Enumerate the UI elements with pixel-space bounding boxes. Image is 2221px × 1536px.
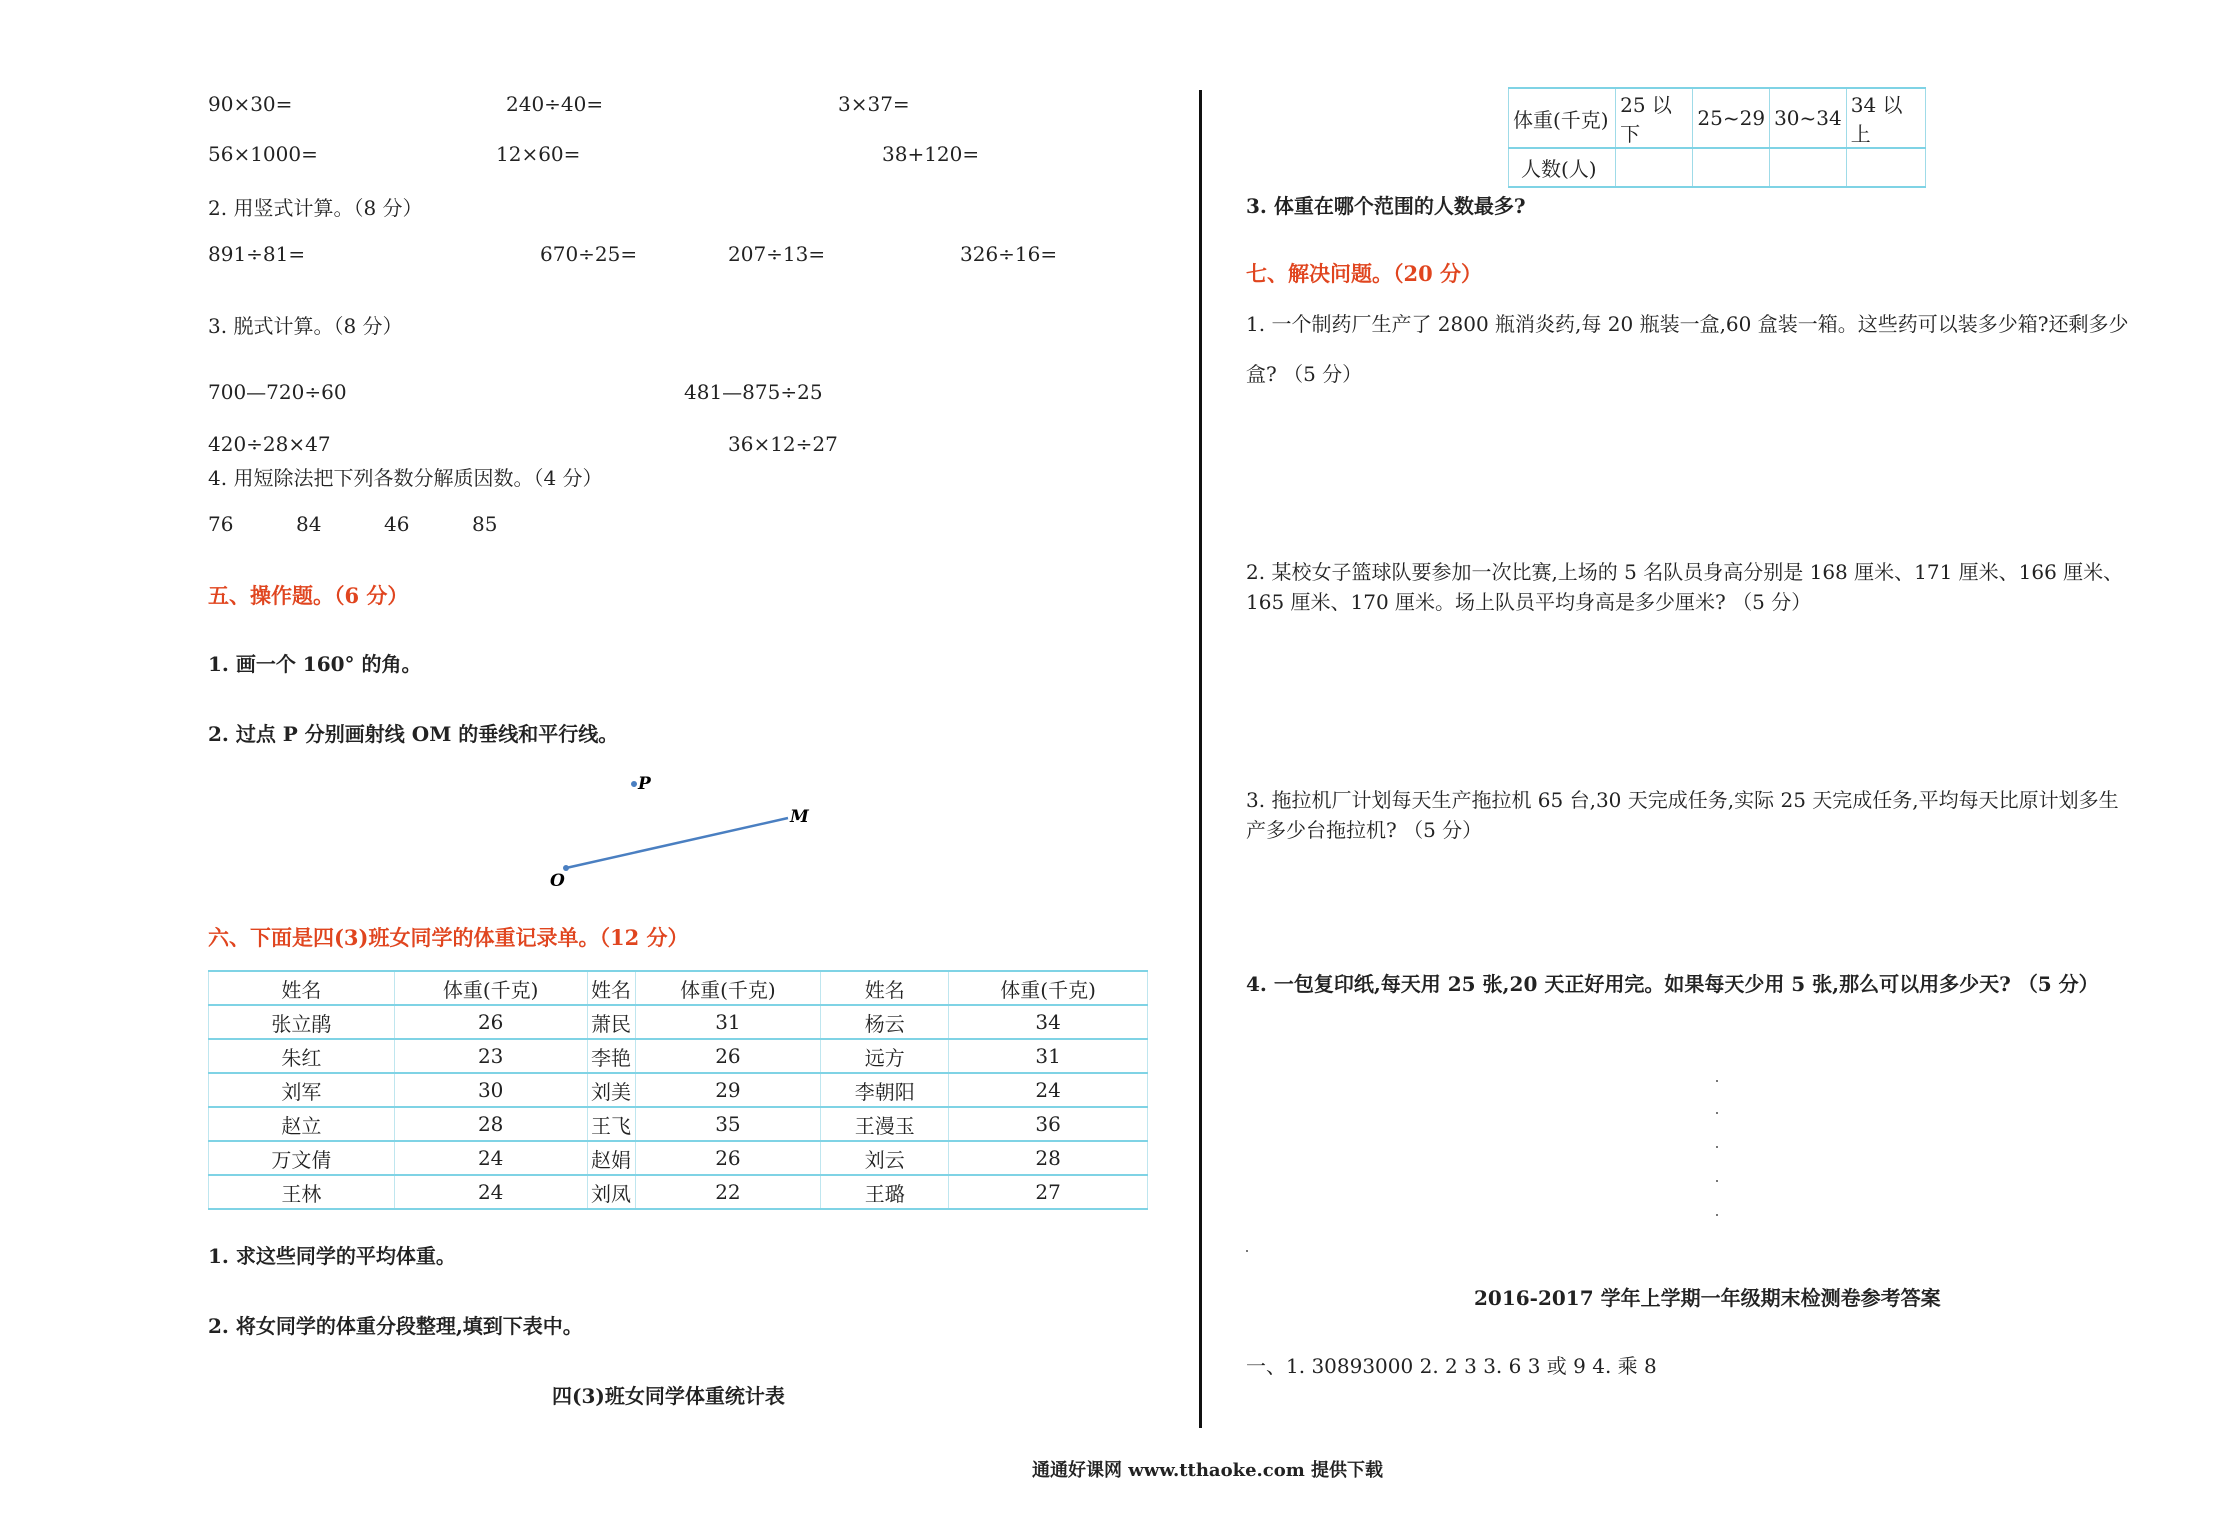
stats-row-count	[1509, 148, 1926, 187]
cell-name: 赵立	[209, 1107, 395, 1141]
s5-question-2: 2. 过点 P 分别画射线 OM 的垂线和平行线。	[208, 722, 619, 746]
answer-line-1: 一、1. 30893000 2. 2 3 3. 6 3 或 9 4. 乘 8	[1246, 1354, 1657, 1378]
stats-header-label: 体重(千克)	[1509, 88, 1616, 148]
ray-om-line	[566, 818, 788, 868]
cell-name: 王璐	[821, 1175, 949, 1209]
q3-item-3: 420÷28×47	[208, 432, 331, 456]
cell-name: 王漫玉	[821, 1107, 949, 1141]
s7-q2-line2: 165 厘米、170 厘米。场上队员平均身高是多少厘米? （5 分）	[1246, 590, 1812, 614]
oral-item-3: 3×37=	[838, 92, 910, 116]
cell-weight: 26	[635, 1141, 821, 1175]
cell-name: 万文倩	[209, 1141, 395, 1175]
q3-item-4: 36×12÷27	[728, 432, 838, 456]
point-p-dot	[631, 781, 637, 787]
cell-weight: 23	[394, 1039, 587, 1073]
cell-weight: 31	[635, 1005, 821, 1039]
header-weight: 体重(千克)	[635, 971, 821, 1005]
q2-item-2: 670÷25=	[540, 242, 638, 266]
cell-weight: 24	[949, 1073, 1148, 1107]
stats-count-cell[interactable]	[1616, 148, 1693, 187]
s7-question-4: 4. 一包复印纸,每天用 25 张,20 天正好用完。如果每天少用 5 张,那么可以用多少天? （5 分）	[1246, 972, 2099, 996]
column-divider	[1199, 90, 1202, 1428]
cell-weight: 22	[635, 1175, 821, 1209]
s7-q2-line1: 2. 某校女子篮球队要参加一次比赛,上场的 5 名队员身高分别是 168 厘米、171 厘米、166 厘米、	[1246, 560, 2124, 584]
cell-name: 远方	[821, 1039, 949, 1073]
q4-title: 4. 用短除法把下列各数分解质因数。（4 分）	[208, 466, 603, 490]
cell-name: 萧民	[587, 1005, 635, 1039]
q2-item-4: 326÷16=	[960, 242, 1058, 266]
footer-credit: 通通好课网 www.tthaoke.com 提供下载	[1032, 1460, 1384, 1481]
table-row	[209, 1175, 1148, 1209]
stats-range: 30~34	[1770, 88, 1847, 148]
cell-name: 朱红	[209, 1039, 395, 1073]
s7-q3-line2: 产多少台拖拉机? （5 分）	[1246, 818, 1483, 842]
cell-weight: 30	[394, 1073, 587, 1107]
s6-question-2: 2. 将女同学的体重分段整理,填到下表中。	[208, 1314, 583, 1338]
stats-count-cell[interactable]	[1770, 148, 1847, 187]
cell-name: 杨云	[821, 1005, 949, 1039]
cell-name: 李艳	[587, 1039, 635, 1073]
header-name: 姓名	[209, 971, 395, 1005]
cell-name: 刘凤	[587, 1175, 635, 1209]
cell-name: 刘军	[209, 1073, 395, 1107]
cell-weight: 36	[949, 1107, 1148, 1141]
cell-weight: 34	[949, 1005, 1148, 1039]
cell-weight: 26	[635, 1039, 821, 1073]
stats-count-label: 人数(人)	[1509, 148, 1616, 187]
oral-item-1: 90×30=	[208, 92, 293, 116]
table-header-row	[209, 971, 1148, 1005]
cell-weight: 26	[394, 1005, 587, 1039]
s5-question-1: 1. 画一个 160° 的角。	[208, 652, 422, 676]
weight-stats-table	[1508, 87, 1926, 188]
stats-range: 34 以上	[1846, 88, 1925, 148]
q2-item-1: 891÷81=	[208, 242, 306, 266]
cell-name: 李朝阳	[821, 1073, 949, 1107]
ray-om-diagram	[540, 770, 820, 890]
stats-count-cell[interactable]	[1846, 148, 1925, 187]
label-m: M	[790, 807, 809, 827]
cell-weight: 35	[635, 1107, 821, 1141]
cell-weight: 29	[635, 1073, 821, 1107]
table-row	[209, 1141, 1148, 1175]
q3-title: 3. 脱式计算。（8 分）	[208, 314, 403, 338]
q3-item-1: 700—720÷60	[208, 380, 347, 404]
label-o: O	[550, 871, 565, 890]
cell-weight: 31	[949, 1039, 1148, 1073]
cell-weight: 27	[949, 1175, 1148, 1209]
section6-title: 六、下面是四(3)班女同学的体重记录单。（12 分）	[208, 925, 689, 950]
table-row	[209, 1073, 1148, 1107]
cell-weight: 28	[394, 1107, 587, 1141]
stats-range: 25 以下	[1616, 88, 1693, 148]
cell-weight: 24	[394, 1141, 587, 1175]
stats-table-caption: 四(3)班女同学体重统计表	[552, 1384, 785, 1408]
header-weight: 体重(千克)	[949, 971, 1148, 1005]
weight-record-table	[208, 970, 1148, 1210]
s6-question-1: 1. 求这些同学的平均体重。	[208, 1244, 456, 1268]
stats-count-cell[interactable]	[1693, 148, 1770, 187]
stats-range: 25~29	[1693, 88, 1770, 148]
section7-title: 七、解决问题。（20 分）	[1246, 261, 1483, 286]
q3-item-2: 481—875÷25	[684, 380, 823, 404]
s7-q1-line2: 盒? （5 分）	[1246, 362, 1363, 386]
q4-number-2: 84	[296, 512, 322, 536]
table-row	[209, 1107, 1148, 1141]
q4-number-4: 85	[472, 512, 498, 536]
answer-key-title: 2016-2017 学年上学期一年级期末检测卷参考答案	[1474, 1286, 1941, 1310]
stats-row-weight	[1509, 88, 1926, 148]
cell-weight: 28	[949, 1141, 1148, 1175]
q2-title: 2. 用竖式计算。（8 分）	[208, 196, 423, 220]
cell-name: 刘云	[821, 1141, 949, 1175]
s7-q3-line1: 3. 拖拉机厂计划每天生产拖拉机 65 台,30 天完成任务,实际 25 天完成任务,平均每天比原计划多生	[1246, 788, 2119, 812]
q2-item-3: 207÷13=	[728, 242, 826, 266]
q4-number-1: 76	[208, 512, 234, 536]
table-row	[209, 1039, 1148, 1073]
header-name: 姓名	[821, 971, 949, 1005]
s6-question-3: 3. 体重在哪个范围的人数最多?	[1246, 194, 1526, 218]
cell-name: 刘美	[587, 1073, 635, 1107]
header-weight: 体重(千克)	[394, 971, 587, 1005]
cell-weight: 24	[394, 1175, 587, 1209]
oral-item-2: 240÷40=	[506, 92, 604, 116]
header-name: 姓名	[587, 971, 635, 1005]
label-p: P	[638, 774, 651, 794]
cell-name: 赵娟	[587, 1141, 635, 1175]
oral-item-5: 12×60=	[496, 142, 581, 166]
cell-name: 张立鹃	[209, 1005, 395, 1039]
table-row	[209, 1005, 1148, 1039]
oral-item-4: 56×1000=	[208, 142, 318, 166]
cell-name: 王飞	[587, 1107, 635, 1141]
q4-number-3: 46	[384, 512, 410, 536]
section5-title: 五、操作题。（6 分）	[208, 583, 409, 608]
s7-q1-line1: 1. 一个制药厂生产了 2800 瓶消炎药,每 20 瓶装一盒,60 盒装一箱。这些药可以装多少箱?还剩多少	[1246, 312, 2129, 336]
oral-item-6: 38+120=	[882, 142, 980, 166]
cell-name: 王林	[209, 1175, 395, 1209]
